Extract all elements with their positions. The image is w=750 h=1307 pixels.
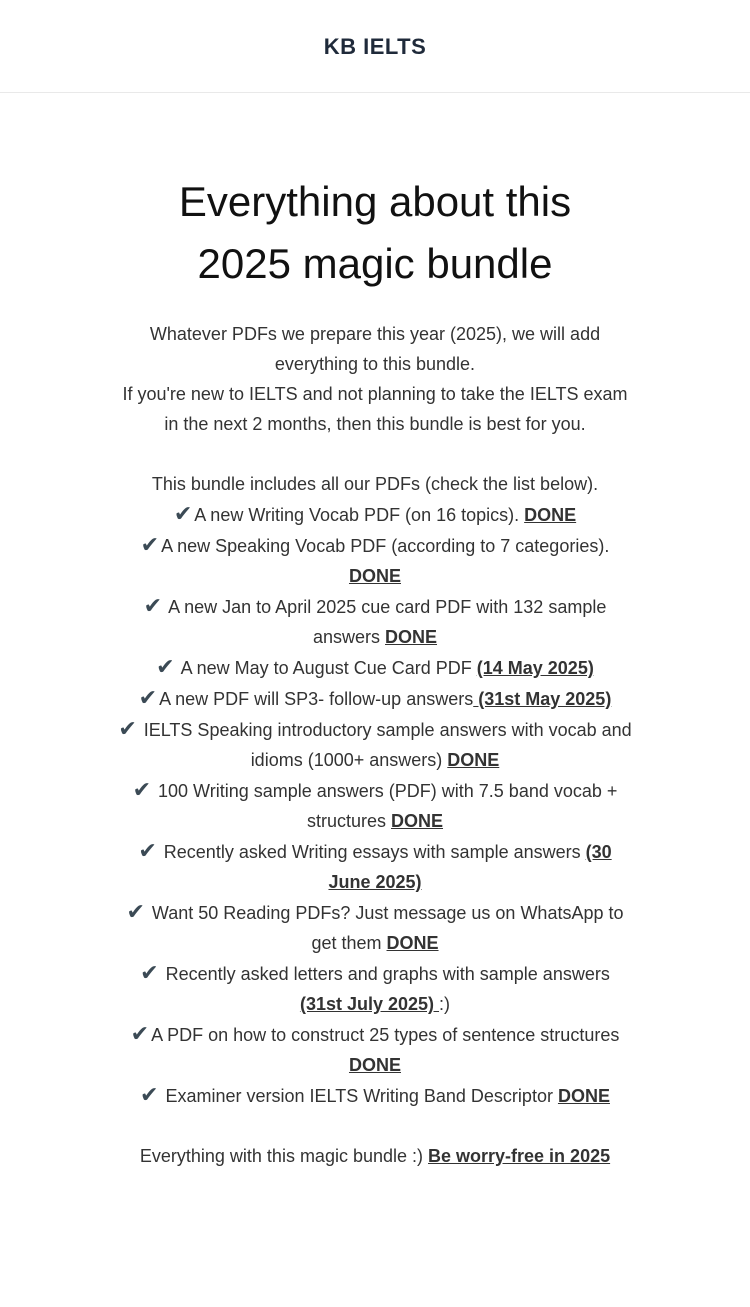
status-tag[interactable]: DONE: [348, 566, 401, 586]
check-icon: ✔: [130, 1021, 150, 1046]
top-bar: [0, 0, 750, 93]
intro-line-1: Whatever PDFs we prepare this year (2025), we will add everything to this bundle.: [149, 324, 601, 374]
page-title: [115, 171, 635, 295]
list-item-text: A new Speaking Vocab PDF (according to 7 categories).: [161, 536, 610, 556]
status-tag[interactable]: DONE: [385, 627, 438, 647]
intro-paragraph: [115, 319, 635, 439]
check-icon: ✔: [138, 838, 157, 863]
title-line-1: Everything about this: [178, 178, 572, 225]
list-item: [115, 530, 635, 591]
list-item-text: Examiner version IELTS Writing Band Descriptor: [160, 1086, 558, 1106]
list-item: [115, 683, 635, 714]
bundle-lead: This bundle includes all our PDFs (check the list below).: [151, 474, 599, 494]
list-item-text: IELTS Speaking introductory sample answers with vocab and idioms (1000+ answers): [138, 720, 632, 770]
list-item: [115, 591, 635, 652]
list-item: [115, 1080, 635, 1111]
bundle-info-section: [115, 171, 635, 1171]
title-line-2: 2025 magic bundle: [197, 240, 553, 287]
date-tag[interactable]: (31st July 2025): [299, 994, 440, 1014]
date-tag[interactable]: (30 June 2025): [328, 842, 612, 892]
status-tag[interactable]: DONE: [524, 505, 577, 525]
list-item-text: A PDF on how to construct 25 types of sentence structures: [151, 1025, 620, 1045]
list-item-text: 100 Writing sample answers (PDF) with 7.5 band vocab + structures: [153, 781, 618, 831]
footer-note: [115, 1141, 635, 1171]
status-tag[interactable]: DONE: [386, 933, 439, 953]
check-icon: ✔: [132, 777, 152, 802]
check-icon: ✔: [156, 654, 175, 679]
check-icon: ✔: [173, 501, 193, 526]
intro-line-2: If you're new to IELTS and not planning to take the IELTS exam in the next 2 months, then this bundle is best for you.: [122, 384, 628, 434]
footer-text: Everything with this magic bundle :): [139, 1146, 429, 1166]
date-tag[interactable]: (14 May 2025): [476, 658, 594, 678]
check-icon: ✔: [118, 716, 137, 741]
list-item: [115, 775, 635, 836]
list-item-text: A new May to August Cue Card PDF: [176, 658, 477, 678]
check-icon: ✔: [140, 532, 160, 557]
list-item: [115, 836, 635, 897]
check-icon: ✔: [140, 960, 159, 985]
list-item-text: A new PDF will SP3- follow-up answers: [159, 689, 474, 709]
check-icon: ✔: [138, 685, 158, 710]
list-item-text: Recently asked Writing essays with sample answers: [158, 842, 586, 862]
list-item: [115, 714, 635, 775]
list-item-text: Recently asked letters and graphs with sample answers: [160, 964, 610, 984]
worry-free-link[interactable]: Be worry-free in 2025: [428, 1146, 611, 1166]
list-item: [115, 499, 635, 530]
list-item: [115, 1019, 635, 1080]
check-icon: ✔: [140, 1082, 159, 1107]
check-icon: ✔: [143, 593, 163, 618]
bundle-list: [115, 469, 635, 1111]
list-item: [115, 897, 635, 958]
list-item-text: Want 50 Reading PDFs? Just message us on WhatsApp to get them: [146, 903, 624, 953]
status-tag[interactable]: DONE: [447, 750, 500, 770]
list-item-text: A new Jan to April 2025 cue card PDF with 132 sample answers: [164, 597, 607, 647]
status-tag[interactable]: DONE: [391, 811, 444, 831]
check-icon: ✔: [126, 899, 145, 924]
status-tag[interactable]: DONE: [557, 1086, 610, 1106]
list-item: [115, 652, 635, 683]
list-item: [115, 958, 635, 1019]
list-item-text: A new Writing Vocab PDF (on 16 topics).: [194, 505, 525, 525]
status-tag[interactable]: DONE: [348, 1055, 401, 1075]
brand-logo-text[interactable]: KB IELTS: [323, 34, 427, 59]
list-item-suffix: :): [439, 994, 451, 1014]
date-tag[interactable]: (31st May 2025): [473, 689, 612, 709]
